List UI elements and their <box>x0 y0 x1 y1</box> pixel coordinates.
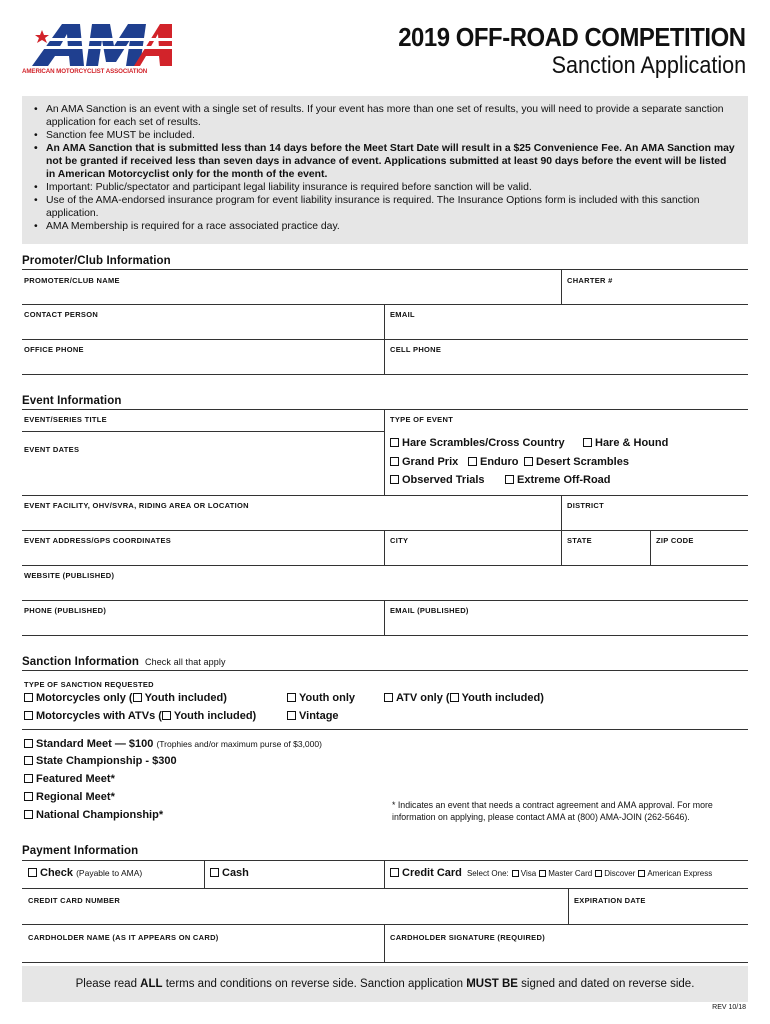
website-field[interactable]: WEBSITE (PUBLISHED) <box>24 571 115 580</box>
office-phone-field[interactable]: OFFICE PHONE <box>24 345 84 354</box>
intro-notes <box>22 96 748 244</box>
checkbox-icon[interactable] <box>287 711 296 720</box>
sanction-type-label: TYPE OF SANCTION REQUESTED <box>24 680 154 689</box>
checkbox-icon[interactable] <box>24 711 33 720</box>
sanction-footnote: * Indicates an event that needs a contract agreement and AMA approval. For more information on applying, please contact AMA at (800) AMA-JOIN (262-5646). <box>392 800 713 822</box>
option-vintage[interactable]: Vintage <box>287 710 339 722</box>
footer-notice: Please read ALL terms and conditions on reverse side. Sanction application MUST BE signed and dated on reverse side. <box>22 966 748 1002</box>
payment-check-option[interactable]: Check (Payable to AMA) <box>28 867 142 879</box>
card-discover-checkbox[interactable] <box>595 870 602 877</box>
intro-item: • Sanction fee MUST be included. <box>34 129 738 142</box>
checkbox-icon[interactable] <box>450 693 459 702</box>
event-email-field[interactable]: EMAIL (PUBLISHED) <box>390 606 469 615</box>
checkbox-icon[interactable] <box>505 475 514 484</box>
option-national-championship[interactable]: National Championship* <box>24 809 163 821</box>
card-visa-checkbox[interactable] <box>512 870 519 877</box>
zip-field[interactable]: ZIP CODE <box>656 536 694 545</box>
event-type-label: TYPE OF EVENT <box>390 415 454 424</box>
checkbox-icon[interactable] <box>524 457 533 466</box>
option-atv-only[interactable]: ATV only ( Youth included) <box>384 692 544 704</box>
page-title: 2019 OFF-ROAD COMPETITION <box>398 22 746 52</box>
type-hare-hound[interactable]: Hare & Hound <box>583 437 668 449</box>
event-address-field[interactable]: EVENT ADDRESS/GPS COORDINATES <box>24 536 172 545</box>
option-state-championship[interactable]: State Championship - $300 <box>24 755 177 767</box>
option-motorcycles-with-atvs[interactable]: Motorcycles with ATVs ( Youth included) <box>24 710 256 722</box>
section-title-sanction: Sanction Information Check all that apply <box>22 656 226 668</box>
card-amex-checkbox[interactable] <box>638 870 645 877</box>
checkbox-icon[interactable] <box>583 438 592 447</box>
intro-item: • Use of the AMA-endorsed insurance program for event liability insurance is required. The Insurance Options form is included with this sanction application. <box>34 194 738 220</box>
checkbox-icon[interactable] <box>24 810 33 819</box>
checkbox-icon[interactable] <box>24 774 33 783</box>
cell-phone-field[interactable]: CELL PHONE <box>390 345 442 354</box>
email-field[interactable]: EMAIL <box>390 310 415 319</box>
option-standard-meet[interactable]: Standard Meet — $100 (Trophies and/or maximum purse of $3,000) <box>24 738 322 750</box>
checkbox-icon[interactable] <box>133 693 142 702</box>
type-grand-prix[interactable]: Grand Prix <box>390 456 458 468</box>
checkbox-icon[interactable] <box>24 792 33 801</box>
checkbox-icon[interactable] <box>24 756 33 765</box>
event-phone-field[interactable]: PHONE (PUBLISHED) <box>24 606 107 615</box>
checkbox-icon[interactable] <box>287 693 296 702</box>
section-title-event: Event Information <box>22 395 122 407</box>
event-facility-field[interactable]: EVENT FACILITY, OHV/SVRA, RIDING AREA OR LOCATION <box>24 501 249 510</box>
cardholder-name-field[interactable]: CARDHOLDER NAME (AS IT APPEARS ON CARD) <box>28 933 219 942</box>
ama-logo <box>22 22 172 78</box>
option-youth-only[interactable]: Youth only <box>287 692 355 704</box>
promoter-name-field[interactable]: PROMOTER/CLUB NAME <box>24 276 120 285</box>
type-hare-scrambles[interactable]: Hare Scrambles/Cross Country <box>390 437 565 449</box>
checkbox-icon[interactable] <box>390 457 399 466</box>
page-subtitle: Sanction Application <box>551 52 746 79</box>
intro-item: • Important: Public/spectator and participant legal liability insurance is required before sanction will be valid. <box>34 181 738 194</box>
charter-field[interactable]: CHARTER # <box>567 276 613 285</box>
type-extreme-off-road[interactable]: Extreme Off-Road <box>505 474 611 486</box>
event-title-field[interactable]: EVENT/SERIES TITLE <box>24 415 107 424</box>
section-title-payment: Payment Information <box>22 845 139 857</box>
option-featured-meet[interactable]: Featured Meet* <box>24 773 115 785</box>
expiration-date-field[interactable]: EXPIRATION DATE <box>574 896 646 905</box>
payment-cash-option[interactable]: Cash <box>210 867 249 879</box>
logo-tagline: AMERICAN MOTORCYCLIST ASSOCIATION <box>22 68 148 75</box>
type-enduro[interactable]: Enduro <box>468 456 519 468</box>
state-field[interactable]: STATE <box>567 536 592 545</box>
intro-item: • An AMA Sanction that is submitted less than 14 days before the Meet Start Date will result in a $25 Convenience Fee. An AMA Sanction may not be granted if received less than seven days in advance of event. Applications submitted at least 90 days before the event will be listed in American Motorcyclist only for the month of the event. <box>34 142 738 181</box>
type-desert-scrambles[interactable]: Desert Scrambles <box>524 456 629 468</box>
intro-item: • AMA Membership is required for a race associated practice day. <box>34 220 738 233</box>
event-dates-field[interactable]: EVENT DATES <box>24 445 80 454</box>
checkbox-icon[interactable] <box>28 868 37 877</box>
section-title-promoter: Promoter/Club Information <box>22 255 171 267</box>
card-number-field[interactable]: CREDIT CARD NUMBER <box>28 896 121 905</box>
type-observed-trials[interactable]: Observed Trials <box>390 474 485 486</box>
revision-label: REV 10/18 <box>712 1004 746 1011</box>
checkbox-icon[interactable] <box>390 475 399 484</box>
payment-credit-option[interactable]: Credit Card Select One: Visa Master Card Discover American Express <box>390 867 712 879</box>
card-mastercard-checkbox[interactable] <box>539 870 546 877</box>
checkbox-icon[interactable] <box>24 739 33 748</box>
cardholder-signature-field[interactable]: CARDHOLDER SIGNATURE (REQUIRED) <box>390 933 545 942</box>
checkbox-icon[interactable] <box>390 868 399 877</box>
checkbox-icon[interactable] <box>210 868 219 877</box>
checkbox-icon[interactable] <box>468 457 477 466</box>
checkbox-icon[interactable] <box>384 693 393 702</box>
section-subtitle: Check all that apply <box>145 657 226 667</box>
option-motorcycles-only[interactable]: Motorcycles only ( Youth included) <box>24 692 227 704</box>
intro-item: • An AMA Sanction is an event with a single set of results. If your event has more than one set of results, you will need to provide a separate sanction application for each set of results. <box>34 103 738 129</box>
checkbox-icon[interactable] <box>24 693 33 702</box>
contact-person-field[interactable]: CONTACT PERSON <box>24 310 99 319</box>
district-field[interactable]: DISTRICT <box>567 501 604 510</box>
city-field[interactable]: CITY <box>390 536 409 545</box>
option-regional-meet[interactable]: Regional Meet* <box>24 791 115 803</box>
checkbox-icon[interactable] <box>390 438 399 447</box>
checkbox-icon[interactable] <box>162 711 171 720</box>
